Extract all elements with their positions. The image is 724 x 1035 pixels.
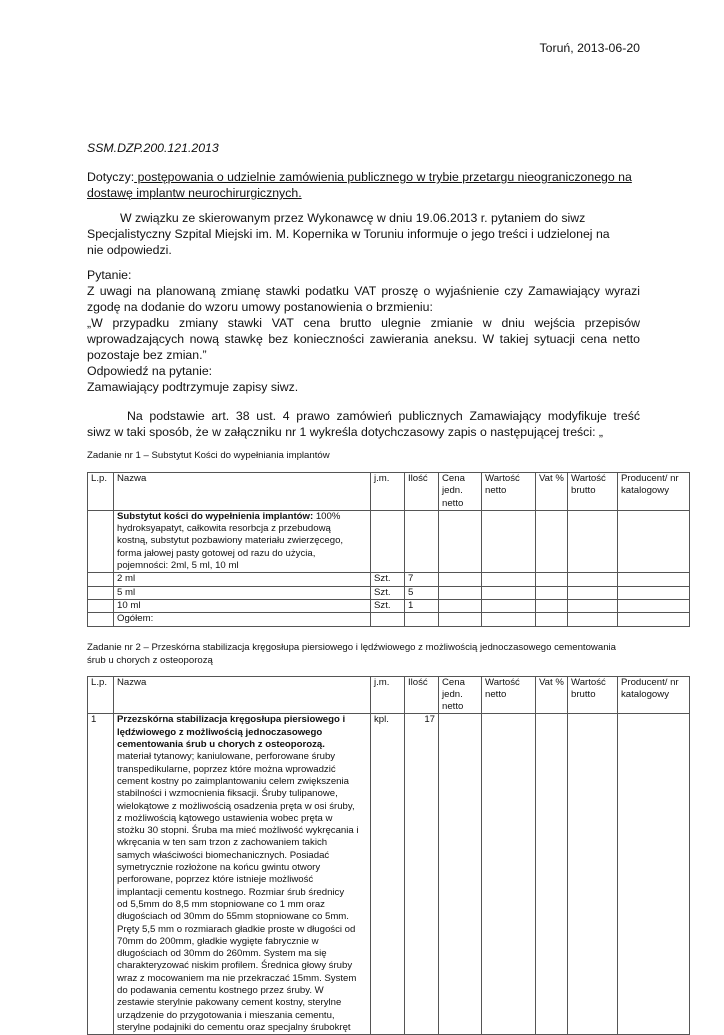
description-line: perforowane, poprzez które istnieje możliwość	[117, 874, 314, 886]
col-name: Nazwa	[114, 676, 371, 714]
item-description: Przezskórna stabilizacja kręgosłupa piersiowego i lędźwiowego z możliwością jednoczasowego cementowania śrub u chorych z osteoporozą. materiał tytanowy; kaniulowane, perforowane śruby transpedikularne, poprzez które można wprowadzić cement kostny po zaimplantowaniu celem zwiększenia stabilności i wzmocnienia fiksacji. Śruby tulipanowe, wielokątowe z możliwością osadzenia pręta w osi śruby, z możliwością kątowego ustawienia wobec pręta w stożku 30 stopni. Śruba ma mieć możliwość wykręcania i wkręcania w ten sam trzon z zachowaniem takich samych właściwości biomechanicznych. Posiadać symetrycznie rozłożone na końcu gwintu otwory perforowane, poprzez które istnieje możliwość implantacji cementu kostnego. Rozmiar śrub średnicy od 5,5mm do 8,5 mm stopniowane co 1 mm oraz długościach od 30mm do 55mm stopniowane co 5mm. Pręty 5,5 mm o rozmiarach gładkie proste w długości od 70mm do 200mm, gładkie wygięte fabrycznie w długościach od 30mm do 260mm. System ma się charakteryzować niskim profilem. Średnica głowy śruby wraz z mocowaniem ma nie przekraczać 15mm. System do podawania cementu kostnego przez śruby. W zestawie sterylnie pakowany cement kostny, sterylne urządzenie do przygotowania i mieszania cementu, sterylne podajniki do cementu oraz specjalny śrubokręt	[114, 714, 371, 1035]
subject	[87, 169, 640, 201]
subject-label: Dotyczy:	[87, 170, 135, 184]
task1-caption: Zadanie nr 1 – Substytut Kości do wypełniania implantów	[87, 450, 330, 461]
description-line: Pręty 5,5 mm o rozmiarach gładkie proste w długości od	[117, 923, 356, 935]
description-line: symetrycznie rozłożone na końcu gwintu otwory	[117, 862, 321, 874]
intro-line: Specjalistyczny Szpital Miejski im. M. Kopernika w Toruniu informuje o jego treści i udzielonej na	[87, 227, 610, 241]
description-line: samych właściwości biomechanicznych. Posiadać	[117, 849, 330, 861]
question-line: zgodę na dodanie do wzoru umowy postanowienia o brzmieniu:	[87, 300, 433, 314]
question-line: wprowadzających nową stawkę bez konieczności zawierania aneksu. W takiej sytuacji cena netto	[87, 332, 640, 346]
description-line: stożku 30 stopni. Śruba ma mieć możliwość wykręcania i	[117, 825, 359, 837]
description-line: transpedikularne, poprzez które można wprowadzić	[117, 763, 336, 775]
description-line: z możliwością kątowego ustawienia wobec pręta w	[117, 812, 333, 824]
subject-text: postępowania o udzielnie zamówienia publicznego w trybie przetargu nieograniczonego na	[134, 170, 632, 184]
col-price: Cena jedn. netto	[439, 676, 482, 714]
task1-table	[87, 472, 690, 627]
col-producer: Producent/ nr katalogowy	[618, 473, 690, 511]
description-line: 70mm do 200mm, gładkie wygięte fabrycznie w	[117, 935, 319, 947]
description-line: długościach od 30mm do 55mm stopniowane co 5mm.	[117, 911, 349, 923]
description-line: do podawania cementu kostnego przez śruby. W	[117, 984, 324, 996]
description-line: wraz z mocowaniem ma nie przekraczać 15mm. System	[117, 972, 357, 984]
item-description: Substytut kości do wypełnienia implantów: 100% hydroksyapatyt, całkowita resorbcja z przebudową kostną, substytut pozbawiony materiału zwierzęcego, forma jałowej pasty gotowej od razu do użycia, pojemności: 2ml, 5 ml, 10 ml	[114, 510, 371, 572]
task2-table	[87, 676, 690, 1035]
table-row: 5 ml Szt. 5	[88, 586, 690, 599]
description-line: zestawie sterylnie pakowany cement kostny, sterylne	[117, 997, 342, 1009]
question-line: „W przypadku zmiany stawki VAT cena brutto ulegnie zmianie w dniu wejścia przepisów	[87, 316, 640, 330]
table-header-row	[88, 676, 690, 714]
task2-caption: Zadanie nr 2 – Przeskórna stabilizacja kręgosłupa piersiowego i lędźwiowego z możliwością jednoczasowego cementowania śrub u chorych z osteoporozą	[87, 641, 617, 666]
question-label: Pytanie:	[87, 268, 132, 282]
col-producer: Producent/ nr katalogowy	[618, 676, 690, 714]
col-lp: L.p.	[88, 676, 114, 714]
question-answer	[87, 267, 640, 395]
description-line: wkręcania w ten sam trzon z zachowaniem takich	[117, 837, 328, 849]
description-line: cement kostny po zaimplantowaniu celem zwiększenia	[117, 775, 349, 787]
col-name: Nazwa	[114, 473, 371, 511]
answer-text: Zamawiający podtrzymuje zapisy siwz.	[87, 380, 299, 394]
col-net: Wartość netto	[482, 473, 536, 511]
description-line: długościach od 30mm do 260mm. System ma się	[117, 948, 327, 960]
description-line: sterylne podajniki do cementu oraz specjalny śrubokręt	[117, 1021, 351, 1033]
description-line: urządzenie do przygotowania i mieszania cementu,	[117, 1009, 335, 1021]
answer-label: Odpowiedź na pytanie:	[87, 364, 213, 378]
subject-text: dostawę implantw neurochirurgicznych.	[87, 186, 302, 200]
intro-line: nie odpowiedzi.	[87, 243, 172, 257]
col-vat: Vat %	[536, 473, 568, 511]
col-qty: Ilość	[405, 473, 439, 511]
modification-line: Na podstawie art. 38 ust. 4 prawo zamówień publicznych Zamawiający modyfikuje treść	[127, 409, 640, 423]
col-qty: Ilość	[405, 676, 439, 714]
description-line: wielokątowe z możliwością osadzenia pręta w osi śruby,	[117, 800, 355, 812]
question-line: pozostaje bez zmian.”	[87, 348, 207, 362]
description-line: od 5,5mm do 8,5 mm stopniowane co 1 mm oraz	[117, 898, 325, 910]
col-price: Cena jedn. netto	[439, 473, 482, 511]
col-unit: j.m.	[371, 676, 405, 714]
table-row	[88, 510, 690, 572]
document-page	[87, 0, 679, 1035]
col-net: Wartość netto	[482, 676, 536, 714]
question-line: Z uwagi na planowaną zmianę stawki podatku VAT proszę o wyjaśnienie czy Zamawiający wyrazi	[87, 284, 640, 298]
col-lp: L.p.	[88, 473, 114, 511]
table-row: 10 ml Szt. 1	[88, 599, 690, 612]
col-gross: Wartość brutto	[568, 676, 618, 714]
description-line: stabilności i wzmocnienia fiksacji. Śruby tulipanowe,	[117, 788, 338, 800]
description-line: materiał tytanowy; kaniulowane, perforowane śruby	[117, 751, 336, 763]
modification-paragraph	[87, 408, 640, 440]
total-row: Ogółem:	[88, 613, 690, 626]
reference-number: SSM.DZP.200.121.2013	[87, 141, 219, 155]
description-line: implantacji cementu kostnego. Rozmiar śrub średnicy	[117, 886, 345, 898]
table-row: 2 ml Szt. 7	[88, 573, 690, 586]
table-row: 1 Przezskórna stabilizacja kręgosłupa piersiowego i lędźwiowego z możliwością jednoczasowego cementowania śrub u chorych z osteoporozą. materiał tytanowy; kaniulowane, perforowane śruby transpedikularne, poprzez które można wprowadzić cement kostny po zaimplantowaniu celem zwiększenia stabilności i wzmocnienia fiksacji. Śruby tulipanowe, wielokątowe z możliwością osadzenia pręta w osi śruby, z możliwością kątowego ustawienia wobec pręta w stożku 30 stopni. Śruba ma mieć możliwość wykręcania i wkręcania w ten sam trzon z zachowaniem takich samych właściwości biomechanicznych. Posiadać symetrycznie rozłożone na końcu gwintu otwory perforowane, poprzez które istnieje możliwość implantacji cementu kostnego. Rozmiar śrub średnicy od 5,5mm do 8,5 mm stopniowane co 1 mm oraz długościach od 30mm do 55mm stopniowane co 5mm. Pręty 5,5 mm o rozmiarach gładkie proste w długości od 70mm do 200mm, gładkie wygięte fabrycznie w długościach od 30mm do 260mm. System ma się charakteryzować niskim profilem. Średnica głowy śruby wraz z mocowaniem ma nie przekraczać 15mm. System do podawania cementu kostnego przez śruby. W zestawie sterylnie pakowany cement kostny, sterylne urządzenie do przygotowania i mieszania cementu, sterylne podajniki do cementu oraz specjalny śrubokręt kpl. 17	[88, 714, 690, 1035]
col-gross: Wartość brutto	[568, 473, 618, 511]
place-date: Toruń, 2013-06-20	[539, 41, 640, 55]
intro-line: W związku ze skierowanym przez Wykonawcę w dniu 19.06.2013 r. pytaniem do siwz	[120, 211, 586, 225]
col-unit: j.m.	[371, 473, 405, 511]
table-header-row	[88, 473, 690, 511]
intro-paragraph	[87, 210, 640, 258]
description-line: charakteryzować niskim profilem. Średnica głowy śruby	[117, 960, 353, 972]
col-vat: Vat %	[536, 676, 568, 714]
modification-line: siwz w taki sposób, że w załączniku nr 1 wykreśla dotychczasowy zapis o następującej treści: „	[87, 425, 603, 439]
